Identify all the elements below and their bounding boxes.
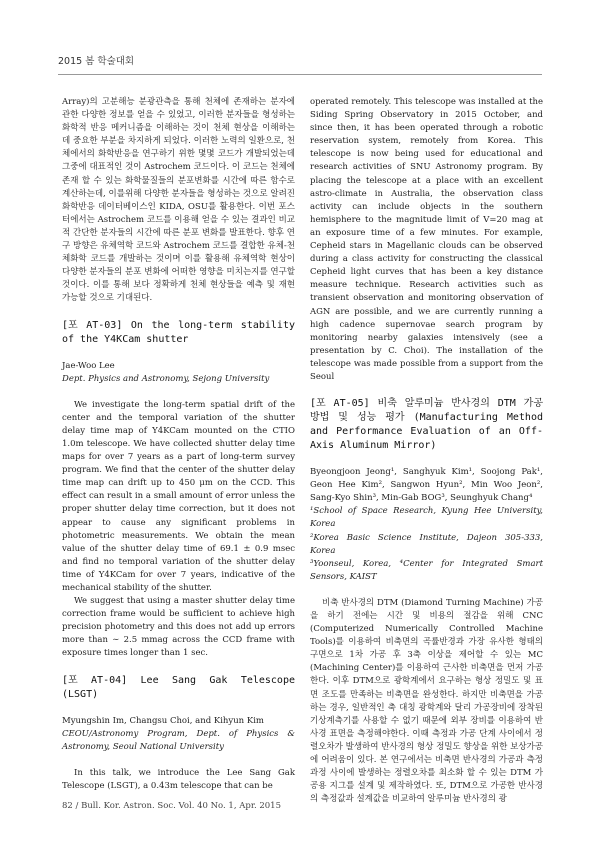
paragraph-at04-cont: operated remotely. This telescope was installed at the Siding Spring Observatory in 2015 October, and since then, it has been operated through a robotic reservation system, remotely from Korea. This telescope is now being used for educational and research activities of SNU Astronomy program. By placing the telescope at a place with an excellent astro-climate in Australia, the observation class activity can include objects in the southern hemisphere to the magnitude limit of V=20 mag at an exposure time of a few minutes. For example, Cepheid stars in Magellanic clouds can be observed during a class activity for constructing the classical Cepheid light curves that has been a key distance measure technique. Research activities such as transient observation and monitoring observation of AGN are possible, and we are currently running a high cadence supernovae search program by monitoring nearby galaxies intensively (see a presentation by C. Choi). The installation of the telescope was made possible from a support from the Seoul [310,97,543,382]
paragraph-at03-1: We investigate the long-term spatial drift of the center and the temporal variation of the shutter delay time map of Y4KCam mounted on the CTIO 1.0m telescope. We have collected shutter delay time maps for over 7 years as a part of long-term survey program. We find that the center of the shutter delay time map can drift up to 450 μm on the CCD. This effect can result in a small amount of error unless the proper shutter delay time correction, but it does not appear to cause any significant problems in photometric measurements. We obtain the mean value of the shutter delay time of 69.1 ± 0.9 msec and find no temporal variation of the shutter delay time of Y4KCam for over 7 years, indicative of the mechanical stability of the shutter. [62,399,295,593]
left-column [62,96,295,793]
right-column [310,96,543,806]
affiliation-at05-1: ¹School of Space Research, Kyung Hee University, Korea [310,506,543,530]
affiliation-at05-3: ³Yoonseul, Korea, ⁴Center for Integrated Smart Sensors, KAIST [310,558,543,582]
page-footer: 82 / Bull. Kor. Astron. Soc. Vol. 40 No. 1, Apr. 2015 [62,801,281,811]
paragraph-at03-2: We suggest that using a master shutter delay time correction frame would be sufficient to achieve high precision photometry and this does not add up errors more than ∼ 2.5 mmag across the CCD frame with exposure times longer than 1 sec. [62,596,295,659]
paragraph-at05-1: 비축 반사경의 DTM (Diamond Turning Machine) 가공을 하기 전에는 시간 및 비용의 절감을 위해 CNC (Computerized Numerically Controlled Machine Tools)를 이용하여 비축면의 곡률반경과 가장 유사한 형태의 구면으로 1차 가공 후 3축 이상을 제어할 수 있는 MC (Machining Center)를 이용하여 근사한 비축면을 먼저 가공한다. 이후 DTM으로 광학계에서 요구하는 형상 정밀도 및 표면 조도를 만족하는 비축면을 완성한다. 하지만 비축면을 가공하는 경우, 일반적인 축 대칭 광학계와 달리 가공장비에 장착된 기상계측기를 사용할 수 없기 때문에 외부 장비를 이용하여 반사경 표면을 측정해야한다. 이때 측정과 가공 단계 사이에서 정렬오차가 발생하여 반사경의 형상 정밀도 향상을 위한 보상가공에 어려움이 있다. 본 연구에서는 비축면 반사경의 가공과 측정 과정 사이에 발생하는 정렬오차를 최소화 할 수 있는 DTM 가공용 지그를 설계 및 제작하였다. 또, DTM으로 가공한 반사경의 측정값과 설계값을 비교하여 알루미늄 반사경의 광 [310,597,543,805]
section-title-at03: [포 AT-03] On the long-term stability of the Y4KCam shutter [62,319,295,345]
author-at04: Myungshin Im, Changsu Choi, and Kihyun Kim [62,715,264,726]
author-at03: Jae-Woo Lee [62,360,115,371]
affiliation-at04: CEOU/Astronomy Program, Dept. of Physics & Astronomy, Seoul National University [62,728,295,752]
authors-at05: Byeongjoon Jeong¹, Sanghyuk Kim¹, Soojong Pak¹, Geon Hee Kim², Sangwon Hyun², Min Woo Jeon², Sang-Kyo Shin³, Min-Gab BOG³, Seunghyuk Chang⁴ [310,467,543,504]
paragraph-at04-1: In this talk, we introduce the Lee Sang Gak Telescope (LSGT), a 0.43m telescope that can be [62,767,295,791]
header-rule [58,74,542,75]
page-header: 2015 봄 학술대회 [58,56,135,67]
section-title-at05: [포 AT-05] 비축 알루미늄 반사경의 DTM 가공 방법 및 성능 평가 (Manufacturing Method and Performance Evaluation of an Off-Axis Aluminum Mirror) [310,398,543,452]
intro-paragraph: Array)의 고분해능 분광관측을 통해 천체에 존재하는 분자에 관한 다양한 정보를 얻을 수 있었고, 이러한 분자들을 형성하는 화학적 반응 메커니즘을 이해하는 것이 천체 현상을 이해하는 데 중요한 부분을 차지하게 되었다. 이러한 노력의 일환으로, 천체에서의 화학반응을 연구하기 위한 몇몇 코드가 개발되었는데 그중에 대표적인 것이 Astrochem 코드이다. 이 코드는 천체에 존재 할 수 있는 화학물질들의 분포변화를 시간에 따른 함수로 계산하는데, 이를위해 다양한 분자들을 형성하는 것으로 알려진 화학반응 데이터베이스인 KIDA, OSU를 활용한다. 이번 포스터에서는 Astrochem 코드를 이용해 얻을 수 있는 결과인 비교적 간단한 분자들의 시간에 따른 분포 변화를 발표한다. 향후 연구 방향은 유체역학 코드와 Astrochem 코드를 결합한 유체-천체화학 코드를 개발하는 것이며 이를 활용해 유체역학 현상이 다양한 분자들의 분포 변화에 어떠한 영향을 미치는지를 연구할 것이다. 이를 통해 보다 정확하게 천체 현상들을 예측 및 재현 가능할 것으로 기대된다. [62,97,295,304]
section-title-at04: [포 AT-04] Lee Sang Gak Telescope (LSGT) [62,674,295,700]
affiliation-at03: Dept. Physics and Astronomy, Sejong University [62,373,270,384]
affiliation-at05-2: ²Korea Basic Science Institute, Dajeon 305-333, Korea [310,532,543,556]
